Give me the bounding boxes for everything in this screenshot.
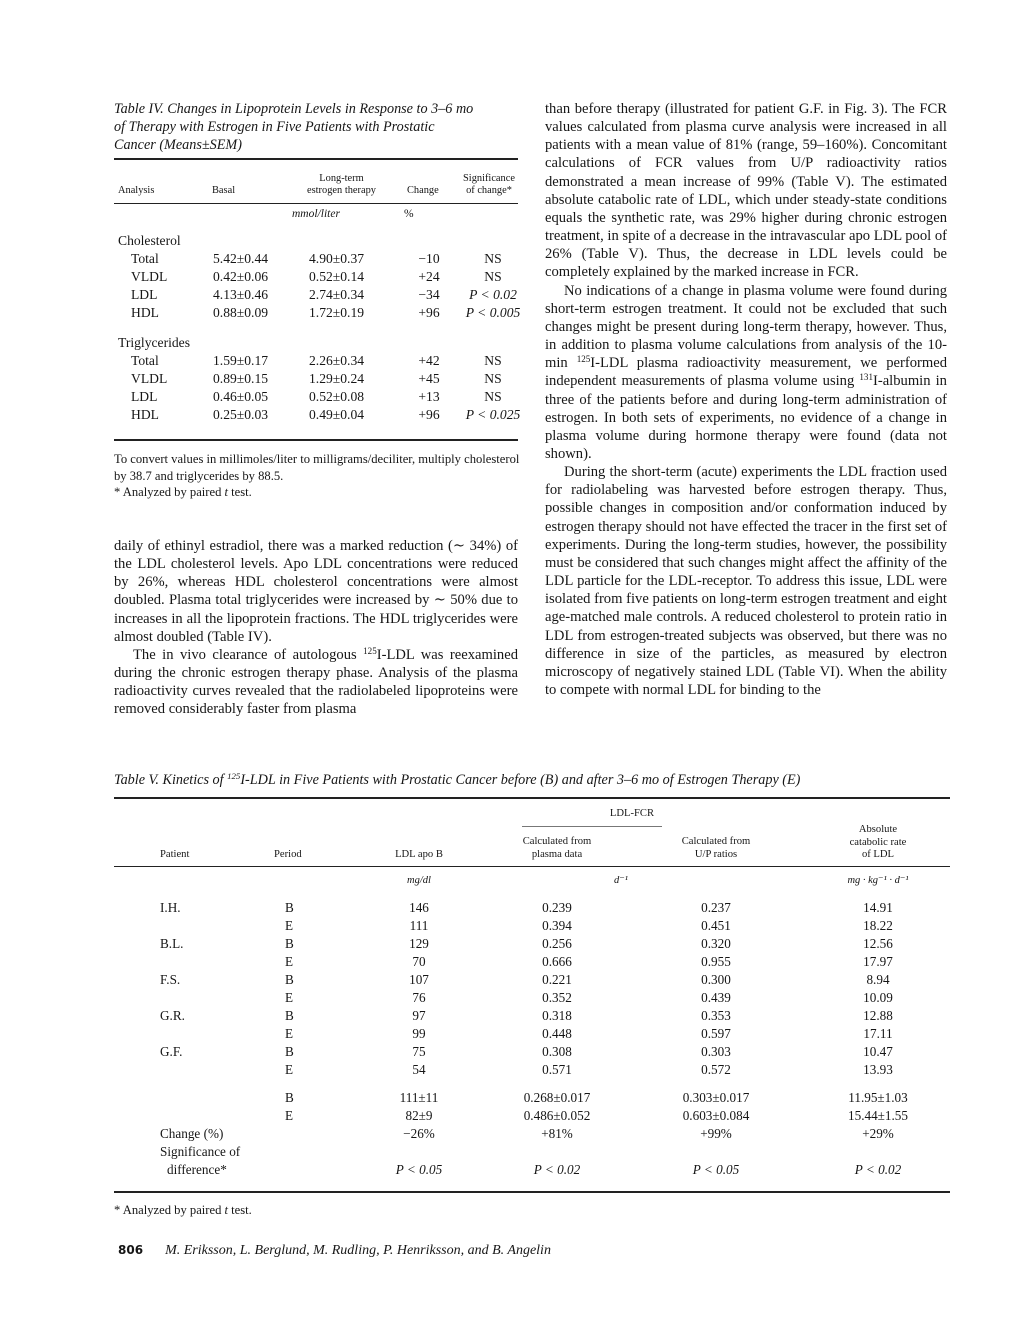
text: I-albumin in three of the patients before and during long-term administration of estrogen. In both sets of experiments, no evidence of a change in plasma volume during hormone therapy were found (data not shown). xyxy=(545,373,947,462)
header-significance-line2: of change* xyxy=(466,185,512,196)
unit-mmol: mmol/liter xyxy=(292,208,340,220)
table-row xyxy=(114,1025,950,1043)
group-label: Cholesterol xyxy=(118,233,181,248)
table-row xyxy=(114,953,950,971)
page-number: 806 xyxy=(118,1243,144,1257)
text: I-LDL plasma radioactivity measurement, we performed independent measurements of plasma volume using xyxy=(545,355,947,390)
header-significance xyxy=(454,173,524,197)
cell-apo-b: 107 xyxy=(409,972,429,987)
table-v-footnote xyxy=(114,1203,252,1218)
table-iv-notes xyxy=(114,451,524,501)
cell-period: B xyxy=(285,900,294,915)
header-up xyxy=(666,836,766,861)
cell-basal: 5.42±0.44 xyxy=(213,251,269,266)
table-row xyxy=(114,369,518,389)
cell-basal: 0.88±0.09 xyxy=(213,305,269,320)
cell-change: −34 xyxy=(418,287,440,302)
cell-significance: NS xyxy=(484,389,502,404)
header-long-term-line1: Long-term xyxy=(319,173,364,184)
paragraph xyxy=(545,282,947,464)
cell-up: 0.955 xyxy=(701,954,731,969)
cell-significance: NS xyxy=(484,251,502,266)
cell-plasma: 0.221 xyxy=(542,972,572,987)
cell-period: E xyxy=(285,918,294,933)
cell-patient: G.R. xyxy=(160,1008,185,1023)
cell-long-term: 0.49±0.04 xyxy=(309,407,365,422)
cell-up: 0.237 xyxy=(701,900,731,915)
cell-significance: P < 0.025 xyxy=(465,407,521,422)
caption-text: I-LDL in Five Patients with Prostatic Cancer before (B) and after 3–6 mo of Estrogen Therapy (E) xyxy=(240,772,801,788)
page-footer xyxy=(118,1243,551,1259)
body-column-right xyxy=(545,100,947,699)
cell-plasma: 0.318 xyxy=(542,1008,572,1023)
table-row xyxy=(114,303,521,323)
cell-basal: 0.42±0.06 xyxy=(213,269,269,284)
cell-abs: 17.97 xyxy=(863,954,893,969)
text: No indications of a change in plasma volume were found during short-term estrogen treatment. It could not be excluded that such changes might be present during long-term therapy, however. Thus, in addition to plasma volume calculations from analysis of the 10-min xyxy=(545,282,947,372)
cell-apo-b: 129 xyxy=(409,936,429,951)
table-row xyxy=(114,1061,950,1079)
superscript: 125 xyxy=(227,771,241,782)
table-iv-top-rule xyxy=(114,158,518,160)
cell-change: −10 xyxy=(418,251,440,266)
cell-up: 0.451 xyxy=(701,918,731,933)
cell-plasma: 0.352 xyxy=(542,990,572,1005)
cell-analysis: HDL xyxy=(131,305,159,320)
cell-period: E xyxy=(285,1026,294,1041)
header-line: of LDL xyxy=(861,849,895,860)
header-line: Absolute xyxy=(858,824,898,835)
cell-apo-b: 76 xyxy=(412,990,426,1005)
cell-long-term: 1.29±0.24 xyxy=(309,371,365,386)
cell-abs: 14.91 xyxy=(863,900,893,915)
header-line: Calculated from xyxy=(681,836,751,847)
table-row xyxy=(114,935,950,953)
cell-change: +96 xyxy=(418,305,440,320)
table-v-caption xyxy=(114,772,800,789)
cell-long-term: 0.52±0.14 xyxy=(309,269,365,284)
cell-long-term: 0.52±0.08 xyxy=(309,389,365,404)
cell-label: Significance of xyxy=(160,1144,241,1159)
footnote-text: * Analyzed by paired xyxy=(114,1203,225,1217)
significance-label-row xyxy=(114,1143,950,1161)
cell-plasma: 0.666 xyxy=(542,954,572,969)
cell-label: difference* xyxy=(167,1162,227,1177)
table-v-bottom-rule xyxy=(114,1191,950,1193)
caption-text: Table V. Kinetics of xyxy=(114,772,228,788)
cell-period: E xyxy=(285,1062,294,1077)
cell-apo-b: 82±9 xyxy=(405,1108,433,1123)
cell-period: E xyxy=(285,954,294,969)
cell-apo-b: 111±11 xyxy=(399,1090,439,1105)
table-iv-footnote xyxy=(114,484,524,501)
cell-apo-b: 111 xyxy=(409,918,429,933)
cell-plasma: 0.448 xyxy=(542,1026,572,1041)
table-row xyxy=(114,267,518,287)
superscript: 131 xyxy=(859,372,873,383)
cell-significance: NS xyxy=(484,269,502,284)
cell-long-term: 1.72±0.19 xyxy=(309,305,365,320)
cell-plasma: 0.268±0.017 xyxy=(523,1090,591,1105)
cell-plasma: 0.486±0.052 xyxy=(523,1108,591,1123)
table-row xyxy=(114,249,518,269)
cell-up: 0.303 xyxy=(701,1044,731,1059)
table-row xyxy=(114,1007,950,1025)
cell-period: E xyxy=(285,990,294,1005)
table-iv-header-rule xyxy=(114,203,518,204)
cell-up: 0.300 xyxy=(701,972,731,987)
cell-period: B xyxy=(285,972,294,987)
cell-analysis: LDL xyxy=(131,287,158,302)
superscript: 125 xyxy=(363,645,377,656)
header-line: Calculated from xyxy=(522,836,592,847)
cell-abs: P < 0.02 xyxy=(854,1162,902,1177)
cell-apo-b: 54 xyxy=(412,1062,426,1077)
paragraph xyxy=(114,646,518,719)
cell-patient: G.F. xyxy=(160,1044,183,1059)
text: I-LDL was reexamined during the chronic estrogen therapy phase. Analysis of the plasma radioactivity curves revealed that the radiolabeled lipoproteins were removed considerably faster from plasma xyxy=(114,646,519,718)
cell-up: 0.603±0.084 xyxy=(682,1108,750,1123)
cell-long-term: 2.74±0.34 xyxy=(309,287,365,302)
paragraph: than before therapy (illustrated for patient G.F. in Fig. 3). The FCR values calculated from plasma curve analysis were increased in all patients with a mean value of 81% (range, 59–160%). Concomitant calculations of FCR values from U/P radioactivity ratios demonstrated a mean increase of 99% (Table V). The estimated absolute catabolic rate of LDL, which under steady-state conditions equals the synthetic rate, was 29% higher during chronic estrogen treatment, in spite of a decrease in the intravascular apo LDL pool of 26% (Table V). Thus, the decrease in LDL levels could be completely explained by the marked increase in FCR. xyxy=(545,101,947,281)
cell-period: E xyxy=(285,1108,294,1123)
cell-plasma: 0.571 xyxy=(542,1062,572,1077)
unit-apo-b: mg/dl xyxy=(407,875,431,886)
footnote-italic: t xyxy=(224,485,229,499)
table-row xyxy=(114,899,950,917)
header-line: U/P ratios xyxy=(694,848,738,860)
footnote-text: test. xyxy=(228,485,252,499)
author-list: M. Eriksson, L. Berglund, M. Rudling, P. Henriksson, and B. Angelin xyxy=(165,1243,551,1258)
header-long-term xyxy=(294,173,389,197)
group-label: Triglycerides xyxy=(118,335,190,350)
cell-up: 0.439 xyxy=(701,990,731,1005)
cell-analysis: Total xyxy=(131,353,159,368)
table-row xyxy=(114,351,518,371)
cell-long-term: 4.90±0.37 xyxy=(309,251,365,266)
header-patient: Patient xyxy=(160,849,190,860)
group-label-triglycerides xyxy=(114,333,518,353)
units-row xyxy=(114,872,950,890)
cell-plasma: 0.239 xyxy=(542,900,572,915)
cell-period: B xyxy=(285,1044,294,1059)
cell-significance: NS xyxy=(484,353,502,368)
cell-apo-b: 146 xyxy=(409,900,429,915)
cell-abs: 12.88 xyxy=(863,1008,893,1023)
unit-percent: % xyxy=(404,208,414,220)
cell-analysis: HDL xyxy=(131,407,159,422)
table-row xyxy=(114,405,521,425)
cell-up: 0.303±0.017 xyxy=(682,1090,750,1105)
cell-abs: 13.93 xyxy=(863,1062,893,1077)
cell-significance: P < 0.005 xyxy=(465,305,521,320)
table-v-top-rule xyxy=(114,797,950,799)
cell-significance: NS xyxy=(484,371,502,386)
cell-up: 0.320 xyxy=(701,936,731,951)
cell-basal: 4.13±0.46 xyxy=(213,287,269,302)
cell-apo-b: 75 xyxy=(412,1044,426,1059)
table-row xyxy=(114,917,950,935)
cell-significance: P < 0.02 xyxy=(469,287,517,302)
cell-basal: 0.46±0.05 xyxy=(213,389,269,404)
cell-plasma: +81% xyxy=(541,1126,573,1141)
header-change: Change xyxy=(407,185,439,196)
table-row xyxy=(114,971,950,989)
cell-apo-b: 70 xyxy=(412,954,426,969)
cell-period: B xyxy=(285,1008,294,1023)
header-basal: Basal xyxy=(212,185,236,196)
superscript: 125 xyxy=(576,354,591,365)
significance-row xyxy=(114,1161,950,1179)
cell-apo-b: −26% xyxy=(403,1126,435,1141)
header-long-term-line2: estrogen therapy xyxy=(307,185,376,196)
header-plasma xyxy=(507,836,607,861)
cell-change: +96 xyxy=(418,407,440,422)
cell-plasma: P < 0.02 xyxy=(533,1162,581,1177)
cell-abs: 10.09 xyxy=(863,990,893,1005)
cell-plasma: 0.256 xyxy=(542,936,572,951)
cell-up: 0.597 xyxy=(701,1026,731,1041)
cell-apo-b: 97 xyxy=(412,1008,426,1023)
footnote-text: * Analyzed by paired xyxy=(114,485,225,499)
cell-analysis: LDL xyxy=(131,389,158,404)
header-significance-line1: Significance xyxy=(463,173,515,184)
cell-plasma: 0.394 xyxy=(542,918,572,933)
cell-change: +45 xyxy=(418,371,440,386)
text: The in vivo clearance of autologous xyxy=(133,646,364,663)
cell-abs: 17.11 xyxy=(863,1026,893,1041)
table-iv-caption: Table IV. Changes in Lipoprotein Levels in Response to 3–6 mo of Therapy with Estrogen in Five Patients with Prostatic Cancer (Means±SEM) xyxy=(114,101,474,153)
table-row xyxy=(114,387,518,407)
cell-abs: 10.47 xyxy=(863,1044,893,1059)
header-period: Period xyxy=(274,849,302,860)
change-row xyxy=(114,1125,950,1143)
cell-up: 0.572 xyxy=(701,1062,731,1077)
cell-plasma: 0.308 xyxy=(542,1044,572,1059)
header-ldl-fcr: LDL-FCR xyxy=(609,808,655,819)
table-iv-bottom-rule xyxy=(114,439,518,441)
cell-change: +13 xyxy=(418,389,440,404)
header-analysis: Analysis xyxy=(118,185,155,196)
unit-fcr: d⁻¹ xyxy=(614,875,628,886)
cell-patient: B.L. xyxy=(160,936,184,951)
cell-abs: +29% xyxy=(862,1126,894,1141)
cell-patient: I.H. xyxy=(160,900,181,915)
cell-basal: 0.25±0.03 xyxy=(213,407,269,422)
mean-row xyxy=(114,1089,950,1107)
cell-period: B xyxy=(285,1090,294,1105)
cell-up: P < 0.05 xyxy=(692,1162,740,1177)
paragraph: daily of ethinyl estradiol, there was a marked reduction (∼ 34%) of the LDL cholesterol levels. Apo LDL concentrations were reduced by 26%, whereas HDL cholesterol concentrations were almost doubled. Plasma total triglycerides were increased by ∼ 50% due to increases in all the lipoprotein fractions. The HDL triglycerides were almost doubled (Table IV). xyxy=(114,538,518,645)
footnote-text: test. xyxy=(228,1203,252,1217)
cell-change: +24 xyxy=(418,269,440,284)
header-absolute xyxy=(828,824,928,862)
cell-up: 0.353 xyxy=(701,1008,731,1023)
header-apo-b: LDL apo B xyxy=(395,849,443,860)
header-line: catabolic rate xyxy=(849,836,907,848)
footnote-italic: t xyxy=(224,1203,229,1217)
cell-analysis: Total xyxy=(131,251,159,266)
cell-basal: 1.59±0.17 xyxy=(213,353,269,368)
body-column-left xyxy=(114,537,518,719)
group-label-cholesterol xyxy=(114,231,518,251)
header-line: plasma data xyxy=(531,848,583,860)
cell-analysis: VLDL xyxy=(131,269,168,284)
unit-abs: mg · kg⁻¹ · d⁻¹ xyxy=(847,875,909,886)
paragraph: During the short-term (acute) experiments the LDL fraction used for radiolabeling was harvested before estrogen therapy. Thus, possible changes in composition and/or conformation induced by estrogen therapy should not have effected the tracer in the first set of experiments. During the long-term studies, however, the possibility must be considered that such changes might affect the affinity of the LDL particle for the LDL-receptor. To address this issue, LDL were isolated from five patients on long-term estrogen treatment and eight age-matched male controls. A reduced cholesterol to protein ratio in LDL from estrogen-treated subjects was observed, but there was no difference in size of the particles, as measured by electron microscopy of negatively stained LDL (Table VI). When the ability to compete with normal LDL for binding to the xyxy=(545,464,947,698)
cell-period: B xyxy=(285,936,294,951)
table-row xyxy=(114,989,950,1007)
cell-apo-b: P < 0.05 xyxy=(395,1162,443,1177)
table-row xyxy=(114,1043,950,1061)
cell-analysis: VLDL xyxy=(131,371,168,386)
cell-apo-b: 99 xyxy=(412,1026,426,1041)
cell-abs: 11.95±1.03 xyxy=(848,1090,908,1105)
cell-patient: F.S. xyxy=(160,972,181,987)
cell-abs: 15.44±1.55 xyxy=(848,1108,908,1123)
cell-change: +42 xyxy=(418,353,440,368)
cell-basal: 0.89±0.15 xyxy=(213,371,269,386)
mean-row xyxy=(114,1107,950,1125)
conversion-note: To convert values in millimoles/liter to milligrams/deciliter, multiply cholesterol by 38.7 and triglycerides by 88.5. xyxy=(114,452,520,483)
cell-up: +99% xyxy=(700,1126,732,1141)
cell-abs: 18.22 xyxy=(863,918,893,933)
table-v-header-rule xyxy=(114,866,950,867)
cell-long-term: 2.26±0.34 xyxy=(309,353,365,368)
ldl-fcr-spanner-rule xyxy=(522,826,662,827)
cell-abs: 8.94 xyxy=(866,972,890,987)
table-row xyxy=(114,285,518,305)
cell-abs: 12.56 xyxy=(863,936,893,951)
cell-label: Change (%) xyxy=(160,1126,224,1141)
